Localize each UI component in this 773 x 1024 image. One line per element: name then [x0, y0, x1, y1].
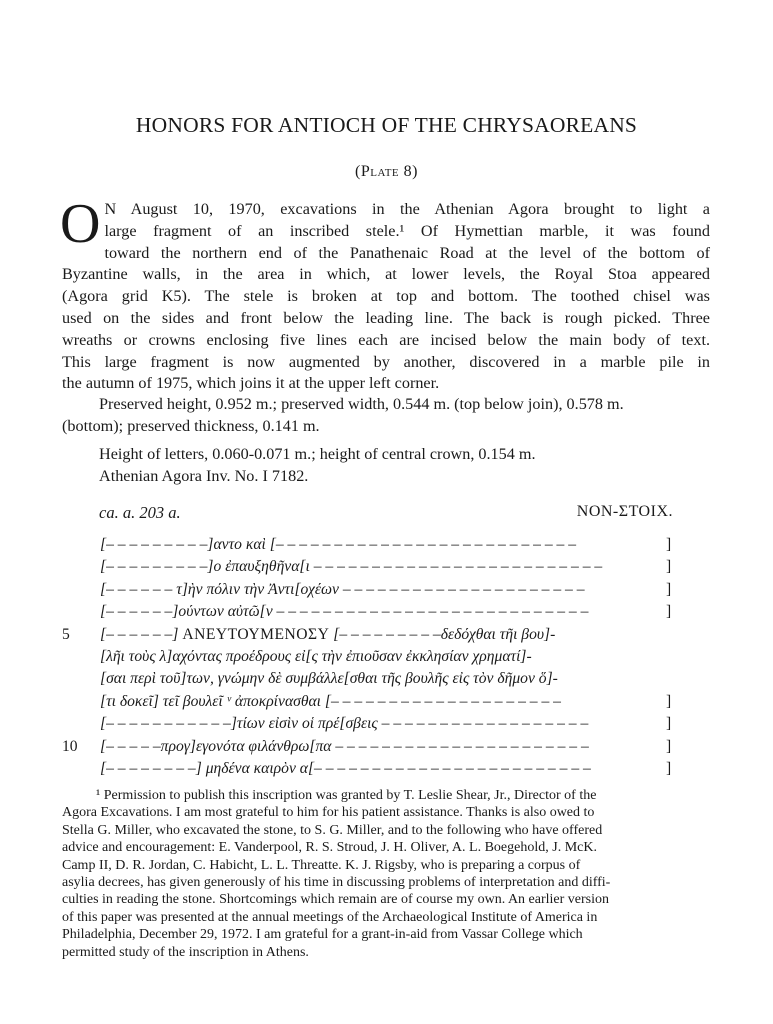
footnote-line: culties in reading the stone. Shortcomings which remain are of course my own. An earlier version	[62, 892, 610, 908]
intro-line: (Agora grid K5). The stele is broken at top and bottom. The toothed chisel was	[62, 287, 710, 306]
stoichedon-label: NON-ΣΤΟΙΧ.	[576, 503, 673, 520]
line-text: [– – – – – – – – – – –]τίων εἰσὶν οἱ πρέ[σβεις – – – – – – – – – – – – – – – – – –	[100, 715, 589, 733]
footnote-line: Stella G. Miller, who excavated the stone, to S. G. Miller, and to the following who have offered	[62, 822, 603, 838]
inscription-line	[62, 668, 712, 690]
intro-line: Byzantine walls, in the area in which, at lower levels, the Royal Stoa appeared	[62, 265, 710, 284]
inscription-line	[62, 646, 712, 668]
line-end-bracket: ]	[666, 558, 672, 576]
letters-line: Height of letters, 0.060-0.071 m.; height of central crown, 0.154 m.	[99, 445, 536, 463]
inscription-line	[62, 691, 712, 713]
inscription-line	[62, 601, 712, 623]
line-end-bracket: ]	[666, 759, 672, 777]
footnote-line: permitted study of the inscription in Athens.	[62, 944, 309, 960]
intro-line: the autumn of 1975, which joins it at the upper left corner.	[62, 374, 440, 393]
line-prefix: [– – – – – –]	[100, 625, 183, 643]
inscription-line	[62, 758, 712, 780]
line-end-bracket: ]	[666, 603, 672, 621]
measurements-paragraph	[62, 394, 710, 438]
intro-line: toward the northern end of the Panathenaic Road at the level of the bottom of	[104, 243, 710, 262]
inscription-line	[62, 556, 712, 578]
plate-label: Plate 8	[360, 163, 413, 180]
footnote-line: ¹ Permission to publish this inscription was granted by T. Leslie Shear, Jr., Director of the	[96, 788, 597, 803]
plate-reference	[0, 163, 773, 181]
measurements-line: Preserved height, 0.952 m.; preserved width, 0.544 m. (top below join), 0.578 m.	[99, 395, 624, 413]
line-end-bracket: ]	[666, 715, 672, 733]
line-text: [– – – – – – – –] μηδένα καιρὸν α[– – – – – – – – – – – – – – – – – – – – – – – –	[100, 759, 591, 777]
intro-line: large fragment of an inscribed stele.¹ Of Hymettian marble, it was found	[104, 221, 710, 240]
footnote	[62, 787, 714, 961]
intro-line: wreaths or crowns enclosing five lines each are incised below the main body of text.	[62, 330, 710, 349]
inscription-line	[62, 579, 712, 601]
inscription-date: ca. a. 203 a.	[99, 503, 181, 522]
line-text: [– – – – – – τ]ὴν πόλιν τὴν Ἀντι[οχέων – – – – – – – – – – – – – – – – – – – – –	[100, 580, 585, 598]
inscription-text	[62, 534, 712, 780]
line-end-bracket: ]	[666, 580, 672, 598]
plate-close-paren: )	[412, 163, 418, 180]
inscription-line	[62, 736, 712, 758]
line-text: [– – – – – – – – –]αντο καὶ [– – – – – – – – – – – – – – – – – – – – – – – – – –	[100, 536, 577, 553]
intro-paragraph	[60, 193, 710, 395]
intro-line: This large fragment is now augmented by another, discovered in a marble pile in	[62, 352, 710, 371]
line-end-bracket: ]	[666, 737, 672, 755]
letters-paragraph	[99, 444, 699, 488]
line-end-bracket: ]	[666, 536, 672, 553]
line-end-bracket: ]	[666, 692, 672, 710]
intro-line: used on the sides and front below the leading line. The back is rough picked. Three	[62, 308, 710, 327]
line-text: [– – – – – –]ούντων αὐτῶ[ν – – – – – – – – – – – – – – – – – – – – – – – – – – –	[100, 603, 589, 621]
footnote-line: asylia decrees, has given generously of his time in discussing problems of interpretation and diffi-	[62, 875, 611, 891]
line-text	[100, 624, 555, 646]
line-number: 5	[62, 625, 70, 643]
footnote-line: advice and encouragement: E. Vanderpool, R. S. Stroud, J. H. Oliver, A. L. Boegehold, J. McK.	[62, 840, 597, 856]
footnote-line: Camp II, D. R. Jordan, C. Habicht, L. L. Threatte. K. J. Rigsby, who is preparing a corpus of	[62, 857, 581, 873]
article-title: HONORS FOR ANTIOCH OF THE CHRYSAOREANS	[135, 113, 638, 137]
line-remainder: [– – – – – – – – –δεδόχθαι τῆι βου]-	[329, 625, 556, 643]
measurements-line: (bottom); preserved thickness, 0.141 m.	[62, 416, 320, 435]
footnote-line: Philadelphia, December 29, 1972. I am grateful for a grant-in-aid from Vassar College which	[62, 927, 583, 943]
line-text: [– – – – –προγ]εγονότα φιλάνθρω[πα – – – – – – – – – – – – – – – – – – – – – –	[100, 737, 589, 755]
footnote-line: of this paper was presented at the annual meetings of the Archaeological Institute of America in	[62, 909, 598, 925]
inscription-line	[62, 534, 712, 556]
inventory-line: Athenian Agora Inv. No. I 7182.	[99, 466, 309, 485]
line-number: 10	[62, 737, 78, 755]
line-text: [τι δοκεῖ] τεῖ βουλεῖ ᵛ ἀποκρίνασθαι [– – – – – – – – – – – – – – – – – – – –	[100, 692, 561, 710]
drop-cap: O	[60, 193, 101, 255]
footnote-line: Agora Excavations. I am most grateful to him for his patient assistance. Thanks is also owed to	[62, 805, 595, 821]
uncertain-letters: ΑΝΕΥΤΟΥΜΕΝΟΣΥ	[182, 625, 330, 643]
plate-open-paren: (	[355, 163, 361, 180]
intro-line: N August 10, 1970, excavations in the Athenian Agora brought to light a	[104, 200, 710, 218]
inscription-line	[62, 713, 712, 735]
inscription-line	[62, 624, 712, 646]
line-text: [λῆι τοὺς λ]αχόντας προέδρους εἰ[ς τὴν ἐπιοῦσαν ἐκκλησίαν χρηματί]-	[100, 647, 532, 665]
line-text: [σαι περὶ τοῦ]των, γνώμην δὲ συμβάλλε[σθαι τῆς βουλῆς εἰς τὸν δῆμον ὅ]-	[100, 670, 558, 688]
line-text: [– – – – – – – – –]ο ἐπαυξηθῆνα[ι – – – – – – – – – – – – – – – – – – – – – – – – –	[100, 558, 603, 576]
